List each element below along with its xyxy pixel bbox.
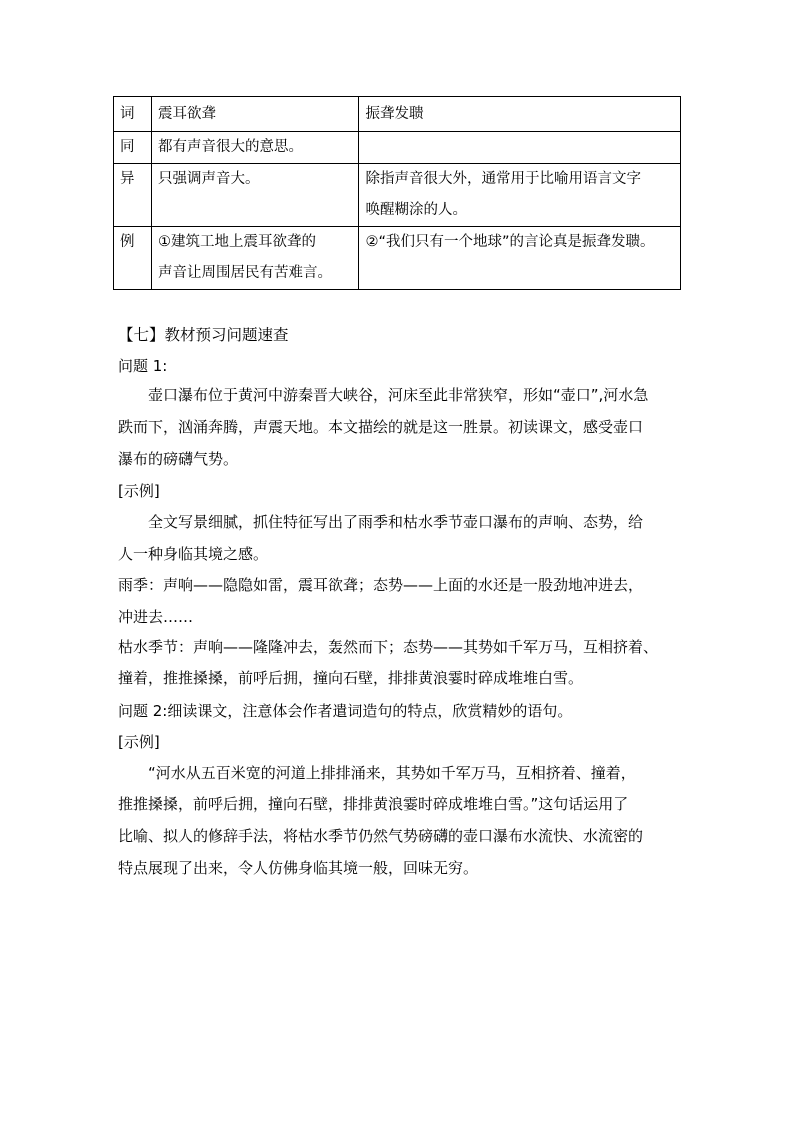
paragraph-line: 雨季：声响——隐隐如雷，震耳欲聋；态势——上面的水还是一股劲地冲进去， — [118, 576, 644, 594]
paragraph-line: 壶口瀑布位于黄河中游秦晋大峡谷，河床至此非常狭窄，形如“壶口”,河水急 — [148, 386, 649, 404]
cell-line: 除指声音很大外，通常用于比喻用语言文字 — [365, 171, 641, 187]
table-cell: 异 — [114, 164, 152, 227]
table-row — [114, 227, 681, 290]
table-row — [114, 97, 681, 132]
paragraph-line: 人一种身临其境之感。 — [118, 545, 269, 563]
section-heading: 【七】教材预习问题速查 — [118, 326, 289, 344]
comparison-table — [113, 96, 681, 290]
table-row — [114, 132, 681, 164]
example-1-label: [示例] — [118, 482, 160, 500]
paragraph-line: 特点展现了出来，令人仿佛身临其境一般，回味无穷。 — [118, 859, 479, 877]
paragraph-line: 冲进去…… — [118, 608, 194, 626]
table-cell: 例 — [114, 227, 152, 290]
example-2-label: [示例] — [118, 733, 160, 751]
table-cell: 都有声音很大的意思。 — [152, 132, 359, 164]
table-cell — [152, 227, 359, 290]
table-cell: 词 — [114, 97, 152, 132]
paragraph-line: 跌而下，汹涌奔腾，声震天地。本文描绘的就是这一胜景。初读课文，感受壶口 — [118, 418, 644, 436]
paragraph-line: “河水从五百米宽的河道上排排涌来，其势如千军万马，互相挤着、撞着， — [148, 764, 636, 782]
table-cell: 振聋发聩 — [359, 97, 681, 132]
cell-line: 声音让周围居民有苦难言。 — [158, 265, 332, 281]
cell-line: 唤醒糊涂的人。 — [365, 202, 467, 218]
paragraph-line: 全文写景细腻，抓住特征写出了雨季和枯水季节壶口瀑布的声响、态势，给 — [148, 513, 644, 531]
cell-line: ①建筑工地上震耳欲聋的 — [158, 234, 316, 250]
question-2: 问题 2:细读课文，注意体会作者遣词造句的特点，欣赏精妙的语句。 — [118, 702, 573, 720]
paragraph-line: 枯水季节：声响——隆隆冲去，轰然而下；态势——其势如千军万马，互相挤着、 — [118, 638, 659, 656]
table-cell: ②“我们只有一个地球”的言论真是振聋发聩。 — [359, 227, 681, 290]
paragraph-line: 撞着，推推搡搡，前呼后拥，撞向石壁，排排黄浪霎时碎成堆堆白雪。 — [118, 669, 584, 687]
table-cell: 同 — [114, 132, 152, 164]
paragraph-line: 瀑布的磅礴气势。 — [118, 450, 239, 468]
table-cell: 震耳欲聋 — [152, 97, 359, 132]
question-1-label: 问题 1: — [118, 357, 168, 375]
table-cell: 只强调声音大。 — [152, 164, 359, 227]
table-row — [114, 164, 681, 227]
paragraph-line: 推推搡搡，前呼后拥，撞向石壁，排排黄浪霎时碎成堆堆白雪。”这句话运用了 — [118, 795, 629, 813]
paragraph-line: 比喻、拟人的修辞手法，将枯水季节仍然气势磅礴的壶口瀑布水流快、水流密的 — [118, 827, 644, 845]
table-cell — [359, 164, 681, 227]
table-cell — [359, 132, 681, 164]
